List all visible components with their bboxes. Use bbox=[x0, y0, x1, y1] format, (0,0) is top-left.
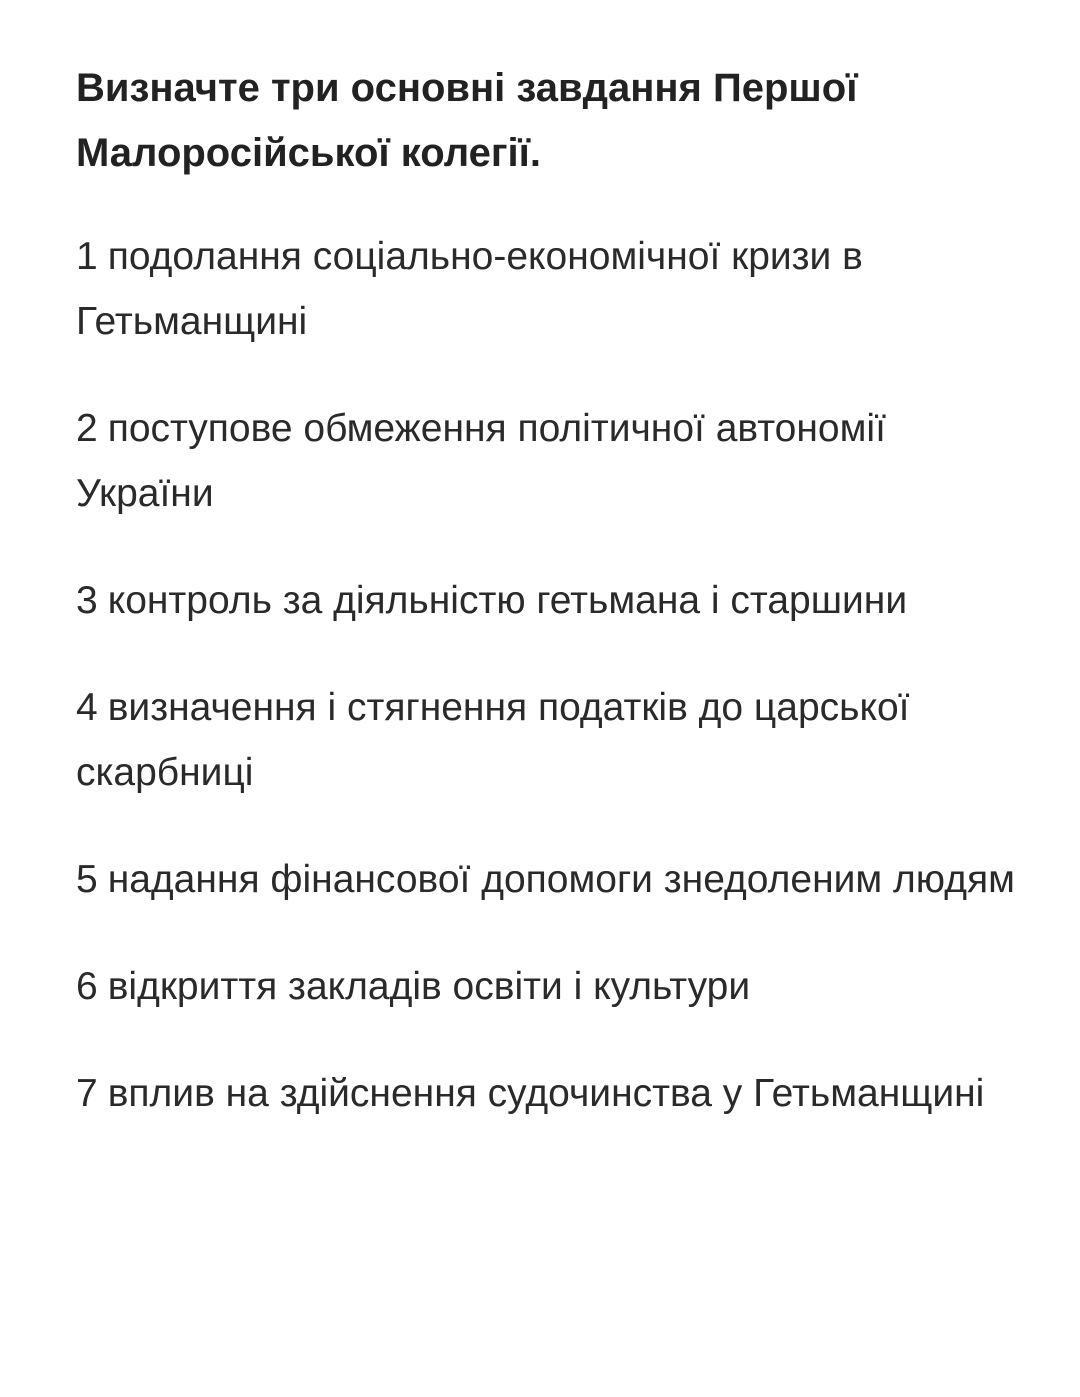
option-number: 1 bbox=[76, 235, 98, 278]
option-number: 3 bbox=[76, 579, 98, 622]
document-content bbox=[76, 56, 1016, 1168]
option-text: відкриття закладів освіти і культури bbox=[107, 965, 751, 1008]
option-text: подолання соціально-економічної кризи в Гетьманщині bbox=[76, 235, 863, 343]
option-text: вплив на здійснення судочинства у Гетьманщині bbox=[107, 1072, 985, 1115]
question-text: Визначте три основні завдання Першої Малоросійської колегії. bbox=[76, 66, 858, 175]
answer-option-6 bbox=[76, 954, 1016, 1019]
answer-options-list bbox=[76, 224, 1016, 1126]
option-number: 2 bbox=[76, 407, 98, 450]
option-text: контроль за діяльністю гетьмана і старшини bbox=[107, 579, 908, 622]
answer-option-4 bbox=[76, 675, 1016, 805]
option-number: 7 bbox=[76, 1072, 98, 1115]
option-number: 5 bbox=[76, 858, 98, 901]
answer-option-2 bbox=[76, 396, 1016, 526]
option-text: визначення і стягнення податків до царської скарбниці bbox=[76, 686, 910, 794]
option-number: 6 bbox=[76, 965, 98, 1008]
answer-option-5 bbox=[76, 847, 1016, 912]
option-text: поступове обмеження політичної автономії України bbox=[76, 407, 886, 515]
answer-option-3 bbox=[76, 568, 1016, 633]
answer-option-7 bbox=[76, 1061, 1016, 1126]
option-number: 4 bbox=[76, 686, 98, 729]
option-text: надання фінансової допомоги знедоленим людям bbox=[107, 858, 1015, 901]
answer-option-1 bbox=[76, 224, 1016, 354]
